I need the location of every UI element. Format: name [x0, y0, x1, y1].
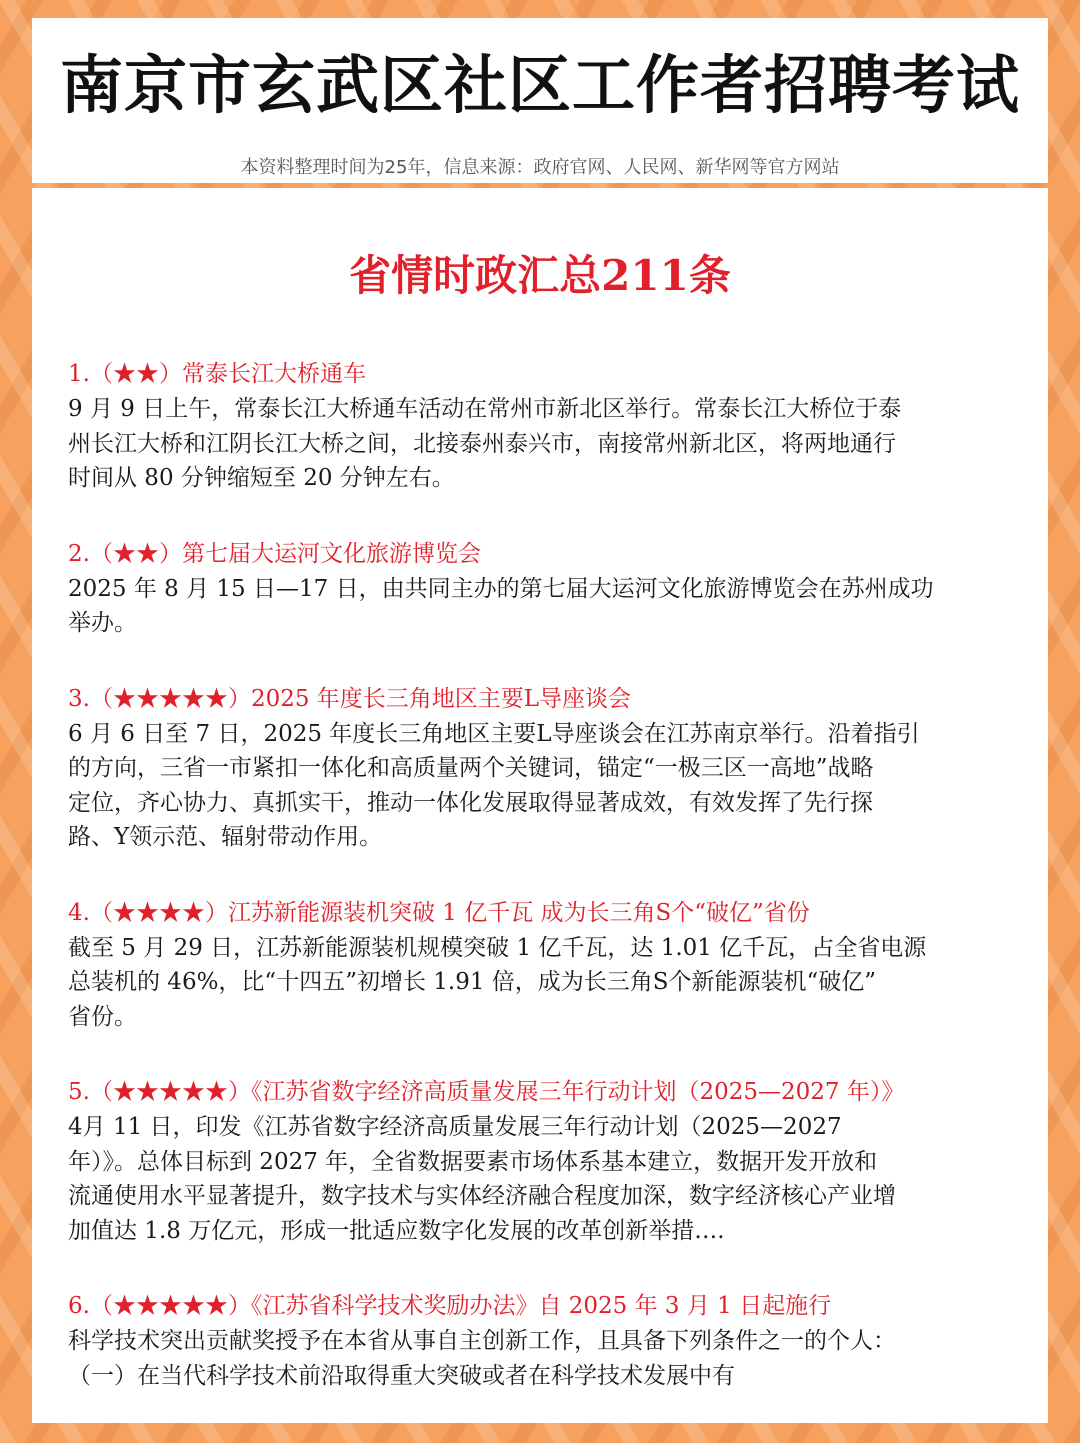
body-line: 总装机的 46%，比“十四五”初增长 1.91 倍，成为长三角S个新能源装机“破亿” [68, 969, 877, 995]
news-item [68, 536, 1018, 641]
news-item-body [68, 931, 1018, 1035]
body-line: 年）》。总体目标到 2027 年，全省数据要素市场体系基本建立，数据开发开放和 [68, 1148, 878, 1175]
body-line: 的方向，三省一市紧扣一体化和高质量两个关键词，锚定“一极三区一高地”战略 [68, 755, 874, 781]
body-line: 科学技术突出贡献奖授予在本省从事自主创新工作，且具备下列条件之一的个人： [68, 1328, 896, 1354]
news-item-title: 6.（★★★★★）《江苏省科学技术奖励办法》自 2025 年 3 月 1 日起施行 [68, 1293, 832, 1319]
body-line: 州长江大桥和江阴长江大桥之间，北接泰州泰兴市，南接常州新北区，将两地通行 [68, 430, 896, 457]
section-title: 省情时政汇总211条 [349, 251, 731, 300]
body-line: 定位，齐心协力、真抓实干，推动一体化发展取得显著成效，有效发挥了先行探 [68, 789, 873, 816]
news-item-title: 2.（★★）第七届大运河文化旅游博览会 [68, 540, 481, 567]
content-card [32, 188, 1048, 1423]
news-item-body [68, 1324, 1018, 1393]
news-item [68, 1074, 1018, 1248]
news-item-title: 1.（★★）常泰长江大桥通车 [68, 361, 366, 387]
body-line: 4月 11 日，印发《江苏省数字经济高质量发展三年行动计划（2025—2027 [68, 1114, 842, 1140]
body-line: 2025 年 8 月 15 日—17 日，由共同主办的第七届大运河文化旅游博览会在苏州成功 [68, 575, 934, 602]
body-line: 流通使用水平显著提升，数字技术与实体经济融合程度加深，数字经济核心产业增 [68, 1183, 896, 1209]
header-card [32, 18, 1048, 183]
body-line: 路、Y领示范、辐射带动作用。 [68, 824, 383, 850]
news-item-body [68, 392, 1018, 496]
body-line: 加值达 1.8 万亿元，形成一批适应数字化发展的改革创新举措…. [68, 1217, 725, 1244]
news-item-title: 4.（★★★★）江苏新能源装机突破 1 亿千瓦 成为长三角S个“破亿”省份 [68, 899, 810, 926]
news-item-title: 5.（★★★★★）《江苏省数字经济高质量发展三年行动计划（2025—2027 年）》 [68, 1079, 905, 1105]
news-item-title: 3.（★★★★★）2025 年度长三角地区主要L导座谈会 [68, 685, 632, 712]
body-line: 时间从 80 分钟缩短至 20 分钟左右。 [68, 465, 455, 491]
news-item [68, 356, 1018, 496]
news-item-body [68, 572, 1018, 641]
body-line: 9 月 9 日上午，常泰长江大桥通车活动在常州市新北区举行。常泰长江大桥位于泰 [68, 396, 902, 422]
news-item [68, 1288, 1018, 1393]
news-item-body [68, 717, 1018, 855]
body-line: 截至 5 月 29 日，江苏新能源装机规模突破 1 亿千瓦，达 1.01 亿千瓦，占全省电源 [68, 934, 927, 961]
body-line: （一）在当代科学技术前沿取得重大突破或者在科学技术发展中有 [68, 1362, 735, 1389]
page-title: 南京市玄武区社区工作者招聘考试 [60, 49, 1020, 122]
body-line: 举办。 [68, 610, 137, 636]
body-line: 省份。 [68, 1003, 137, 1030]
body-line: 6 月 6 日至 7 日，2025 年度长三角地区主要L导座谈会在江苏南京举行。沿着指引 [68, 720, 920, 747]
source-note: 本资料整理时间为25年，信息来源：政府官网、人民网、新华网等官方网站 [240, 157, 840, 178]
news-item [68, 895, 1018, 1035]
news-list [68, 356, 1018, 1433]
news-item-body [68, 1110, 1018, 1248]
news-item [68, 681, 1018, 855]
